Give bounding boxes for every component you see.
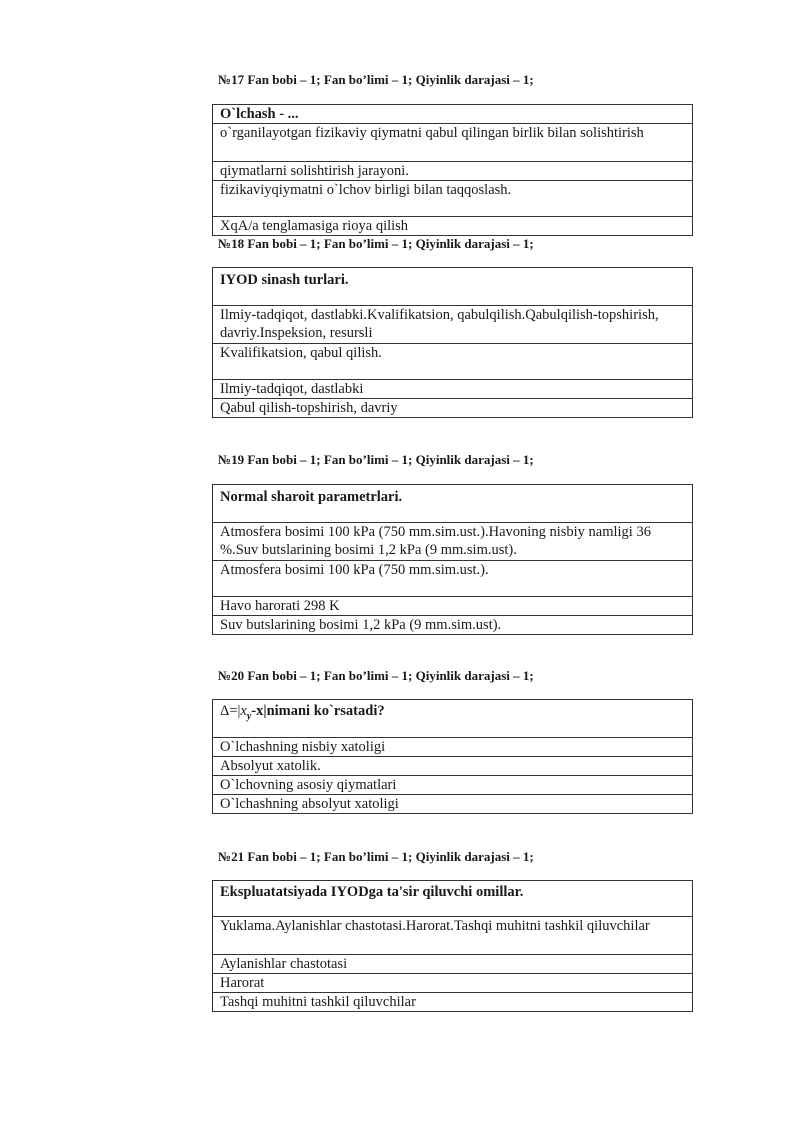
answer-option: Havo harorati 298 K bbox=[213, 597, 693, 616]
formula-suffix: -x|nimani ko`rsatadi? bbox=[251, 703, 385, 719]
answer-option: o`rganilayotgan fizikaviy qiymatni qabul qilingan birlik bilan solishtirish bbox=[213, 124, 693, 162]
question-table bbox=[212, 104, 693, 236]
question-table bbox=[212, 267, 693, 418]
question-heading: №18 Fan bobi – 1; Fan bo’limi – 1; Qiyinlik darajasi – 1; bbox=[218, 236, 534, 251]
answer-option: fizikaviyqiymatni o`lchov birligi bilan taqqoslash. bbox=[213, 181, 693, 217]
question-text: Normal sharoit parametrlari. bbox=[213, 485, 693, 523]
formula-variable: x bbox=[240, 703, 247, 719]
answer-option: O`lchashning nisbiy xatoligi bbox=[213, 738, 693, 757]
question-text: O`lchash - ... bbox=[213, 105, 693, 124]
answer-option: Atmosfera bosimi 100 kPa (750 mm.sim.ust.).Havoning nisbiy namligi 36 %.Suv butslarining bosimi 1,2 kPa (9 mm.sim.ust). bbox=[213, 523, 693, 561]
question-text bbox=[213, 700, 693, 738]
answer-option: XqA/a tenglamasiga rioya qilish bbox=[213, 217, 693, 236]
question-text: IYOD sinash turlari. bbox=[213, 268, 693, 306]
answer-option: qiymatlarni solishtirish jarayoni. bbox=[213, 162, 693, 181]
answer-option: Atmosfera bosimi 100 kPa (750 mm.sim.ust.). bbox=[213, 561, 693, 597]
answer-option: O`lchashning absolyut xatoligi bbox=[213, 795, 693, 814]
answer-option: Absolyut xatolik. bbox=[213, 757, 693, 776]
question-table bbox=[212, 699, 693, 814]
question-heading: №21 Fan bobi – 1; Fan bo’limi – 1; Qiyinlik darajasi – 1; bbox=[218, 849, 534, 864]
question-heading: №19 Fan bobi – 1; Fan bo’limi – 1; Qiyinlik darajasi – 1; bbox=[218, 452, 534, 467]
formula-subscript: y bbox=[246, 710, 252, 722]
question-heading: №17 Fan bobi – 1; Fan bo’limi – 1; Qiyinlik darajasi – 1; bbox=[218, 72, 534, 87]
answer-option: O`lchovning asosiy qiymatlari bbox=[213, 776, 693, 795]
formula-prefix: Δ=| bbox=[220, 703, 241, 719]
question-table bbox=[212, 880, 693, 1012]
answer-option: Aylanishlar chastotasi bbox=[213, 955, 693, 974]
answer-option: Ilmiy-tadqiqot, dastlabki bbox=[213, 380, 693, 399]
answer-option: Kvalifikatsion, qabul qilish. bbox=[213, 344, 693, 380]
answer-option: Suv butslarining bosimi 1,2 kPa (9 mm.sim.ust). bbox=[213, 616, 693, 635]
answer-option: Ilmiy-tadqiqot, dastlabki.Kvalifikatsion, qabulqilish.Qabulqilish-topshirish, davriy.Inspeksion, resursli bbox=[213, 306, 693, 344]
question-table bbox=[212, 484, 693, 635]
question-text: Ekspluatatsiyada IYODga ta'sir qiluvchi omillar. bbox=[213, 881, 693, 917]
answer-option: Qabul qilish-topshirish, davriy bbox=[213, 399, 693, 418]
question-heading: №20 Fan bobi – 1; Fan bo’limi – 1; Qiyinlik darajasi – 1; bbox=[218, 668, 534, 683]
answer-option: Harorat bbox=[213, 974, 693, 993]
answer-option: Tashqi muhitni tashkil qiluvchilar bbox=[213, 993, 693, 1012]
answer-option: Yuklama.Aylanishlar chastotasi.Harorat.Tashqi muhitni tashkil qiluvchilar bbox=[213, 917, 693, 955]
